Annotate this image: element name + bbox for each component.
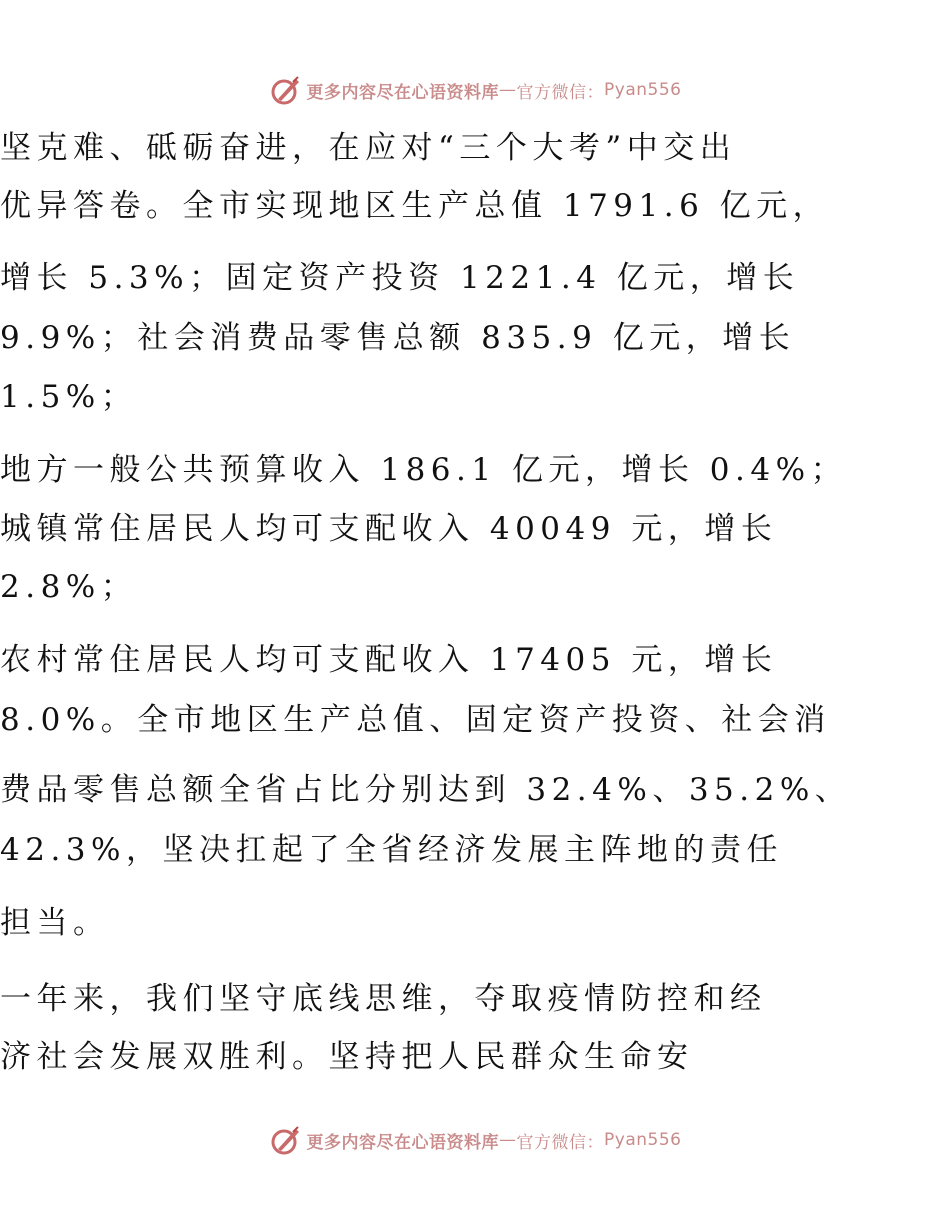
text-line: 优异答卷。全市实现地区生产总值 1791.6 亿元， bbox=[0, 188, 830, 224]
watermark-title: 更多内容尽在心语资料库 bbox=[306, 1132, 500, 1153]
quill-logo-icon bbox=[269, 73, 303, 107]
text-line: 1.5%； bbox=[0, 379, 138, 415]
watermark-separator: — bbox=[499, 1130, 517, 1150]
watermark-separator: — bbox=[499, 80, 517, 100]
text-line: 8.0%。全市地区生产总值、固定资产投资、社会消 bbox=[0, 702, 831, 738]
footer-watermark bbox=[0, 1122, 950, 1158]
watermark-title: 更多内容尽在心语资料库 bbox=[306, 82, 500, 103]
text-line: 城镇常住居民人均可支配收入 40049 元，增长 bbox=[0, 511, 778, 547]
header-watermark bbox=[0, 72, 950, 108]
text-line: 地方一般公共预算收入 186.1 亿元，增长 0.4%； bbox=[0, 452, 848, 488]
text-line: 担当。 bbox=[0, 905, 110, 941]
watermark-wechat-label: 官方微信： bbox=[516, 82, 605, 103]
text-line: 费品零售总额全省占比分别达到 32.4%、35.2%、 bbox=[0, 772, 852, 808]
text-line: 增长 5.3%；固定资产投资 1221.4 亿元，增长 bbox=[0, 260, 800, 296]
watermark-wechat-id: Pyan556 bbox=[604, 80, 682, 100]
text-line: 农村常住居民人均可支配收入 17405 元，增长 bbox=[0, 642, 778, 678]
quill-logo-icon bbox=[269, 1123, 303, 1157]
text-line: 一年来，我们坚守底线思维，夺取疫情防控和经 bbox=[0, 981, 767, 1017]
watermark-wechat-id: Pyan556 bbox=[604, 1130, 682, 1150]
text-line: 济社会发展双胜利。坚持把人民群众生命安 bbox=[0, 1039, 694, 1075]
text-line: 9.9%；社会消费品零售总额 835.9 亿元，增长 bbox=[0, 320, 796, 356]
text-line: 坚克难、砥砺奋进，在应对“三个大考”中交出 bbox=[0, 130, 737, 166]
text-line: 42.3%，坚决扛起了全省经济发展主阵地的责任 bbox=[0, 832, 783, 868]
text-line: 2.8%； bbox=[0, 569, 138, 605]
watermark-wechat-label: 官方微信： bbox=[516, 1132, 605, 1153]
